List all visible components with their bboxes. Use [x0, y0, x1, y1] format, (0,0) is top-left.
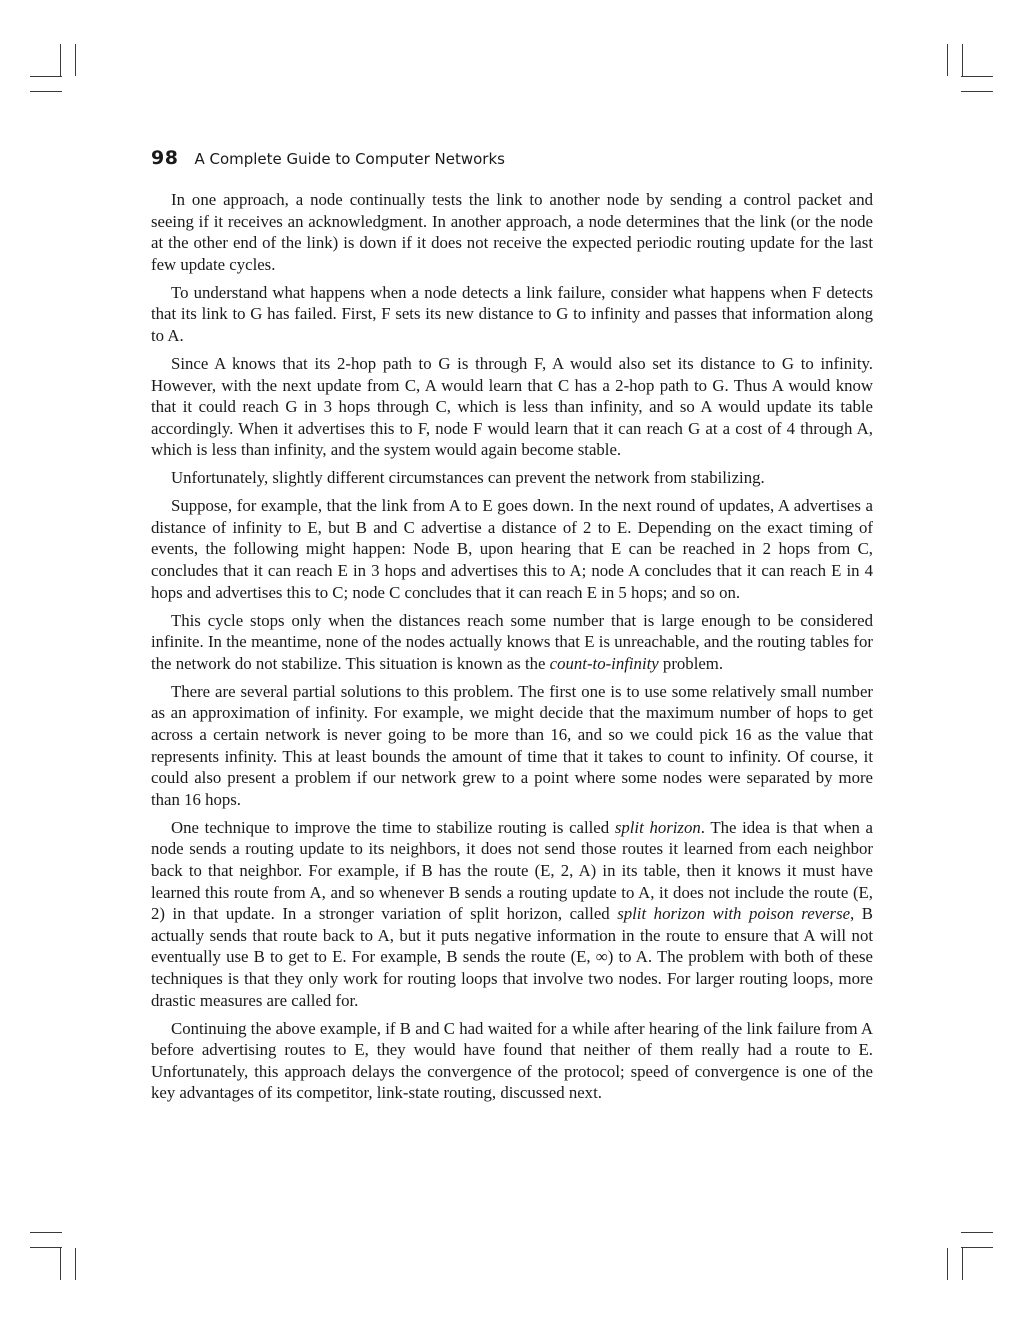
paragraph-split-horizon-text-3: , B actually sends that route back to A, but it puts negative information in the route to ensure that A will not eventually use B to get to E. For example, B sends the route (E, ∞) to A. The problem with both of these techniques is that they only work for routing loops that involve two nodes. For larger routing loops, more drastic measures are called for.	[151, 904, 873, 1010]
crop-mark-top-left-horizontal-2	[30, 91, 62, 92]
crop-mark-top-left-horizontal	[30, 76, 62, 77]
paragraph-split-horizon	[151, 817, 873, 1011]
page-number: 98	[151, 147, 179, 169]
paragraph-split-horizon-text-2: . The idea is that when a node sends a routing update to its neighbors, it does not send those routes it learned from each neighbor back to that neighbor. For example, if B has the route (E, 2, A) in its table, then it knows it must have learned this route from A, and so whenever B sends a routing update to A, it does not include the route (E, 2) in that update. In a stronger variation of split horizon, called	[151, 817, 873, 924]
crop-mark-bottom-right-horizontal-2	[961, 1247, 993, 1248]
paragraph-partial-solutions: There are several partial solutions to this problem. The first one is to use some relatively small number as an approximation of infinity. For example, we might decide that the maximum number of hops to get across a certain network is never going to be more than 16, and so we could pick 16 as the value that represents infinity. This at least bounds the amount of time that it takes to count to infinity. Of course, it could also present a problem if our network grew to a point where some nodes were separated by more than 16 hops.	[151, 681, 873, 809]
paragraph-link-testing: In one approach, a node continually tests the link to another node by sending a control packet and seeing if it receives an acknowledgment. In another approach, a node determines that the link (or the node at the other end of the link) is down if it does not receive the expected periodic routing update for the last few update cycles.	[151, 190, 873, 274]
crop-mark-top-right-horizontal-2	[961, 91, 993, 92]
paragraph-unfortunately: Unfortunately, slightly different circumstances can prevent the network from stabilizing.	[171, 468, 765, 488]
book-title: A Complete Guide to Computer Networks	[194, 150, 505, 168]
crop-mark-top-left-vertical	[60, 44, 61, 76]
crop-mark-bottom-right-horizontal	[961, 1232, 993, 1233]
paragraph-count-to-infinity-text-2: problem.	[658, 653, 724, 673]
running-head	[151, 147, 873, 173]
paragraph-count-to-infinity-text-1: This cycle stops only when the distances reach some number that is large enough to be considered infinite. In the meantime, none of the nodes actually knows that E is unreachable, and the routing tables for the network do not stabilize. This situation is known as the	[151, 610, 873, 673]
paragraph-continuing-example: Continuing the above example, if B and C had waited for a while after hearing of the link failure from A before advertising routes to E, they would have found that neither of them really had a route to E. Unfortunately, this approach delays the convergence of the protocol; speed of convergence is one of the key advantages of its competitor, link-state routing, discussed next.	[151, 1018, 873, 1103]
paragraph-split-horizon-text-1: One technique to improve the time to stabilize routing is called	[171, 817, 615, 837]
term-count-to-infinity: count-to-infinity	[549, 653, 659, 673]
crop-mark-top-right-horizontal	[961, 76, 993, 77]
crop-mark-bottom-left-horizontal-2	[30, 1247, 62, 1248]
paragraph-link-failure: To understand what happens when a node detects a link failure, consider what happens when F detects that its link to G has failed. First, F sets its new distance to G to infinity and passes that information along to A.	[151, 282, 873, 345]
crop-mark-bottom-right-vertical-2	[962, 1248, 963, 1280]
crop-mark-bottom-left-horizontal	[30, 1232, 62, 1233]
crop-mark-bottom-right-vertical	[947, 1248, 948, 1280]
term-split-horizon-poison-reverse: split horizon with poison reverse	[617, 904, 851, 924]
crop-mark-top-right-vertical-2	[962, 44, 963, 76]
crop-mark-top-right-vertical	[947, 44, 948, 76]
paragraph-count-to-infinity	[151, 610, 873, 675]
crop-mark-bottom-left-vertical	[60, 1248, 61, 1280]
term-split-horizon: split horizon	[614, 817, 701, 837]
body-text	[151, 189, 873, 1110]
paragraph-stable-update: Since A knows that its 2-hop path to G is through F, A would also set its distance to G to infinity. However, with the next update from C, A would learn that C has a 2-hop path to G. Thus A would know that it could reach G in 3 hops through C, which is less than infinity, and so A would update its table accordingly. When it advertises this to F, node F would learn that it can reach G at a cost of 4 through A, which is less than infinity, and the system would again become stable.	[151, 353, 873, 460]
crop-mark-bottom-left-vertical-2	[75, 1248, 76, 1280]
paragraph-link-down-example: Suppose, for example, that the link from A to E goes down. In the next round of updates, A advertises a distance of infinity to E, but B and C advertise a distance of 2 to E. Depending on the exact timing of events, the following might happen: Node B, upon hearing that E can be reached in 2 hops from C, concludes that it can reach E in 3 hops and advertises this to A; node A concludes that it can reach E in 4 hops and advertises this to C; node C concludes that it can reach E in 5 hops; and so on.	[151, 496, 873, 602]
crop-mark-top-left-vertical-2	[75, 44, 76, 76]
